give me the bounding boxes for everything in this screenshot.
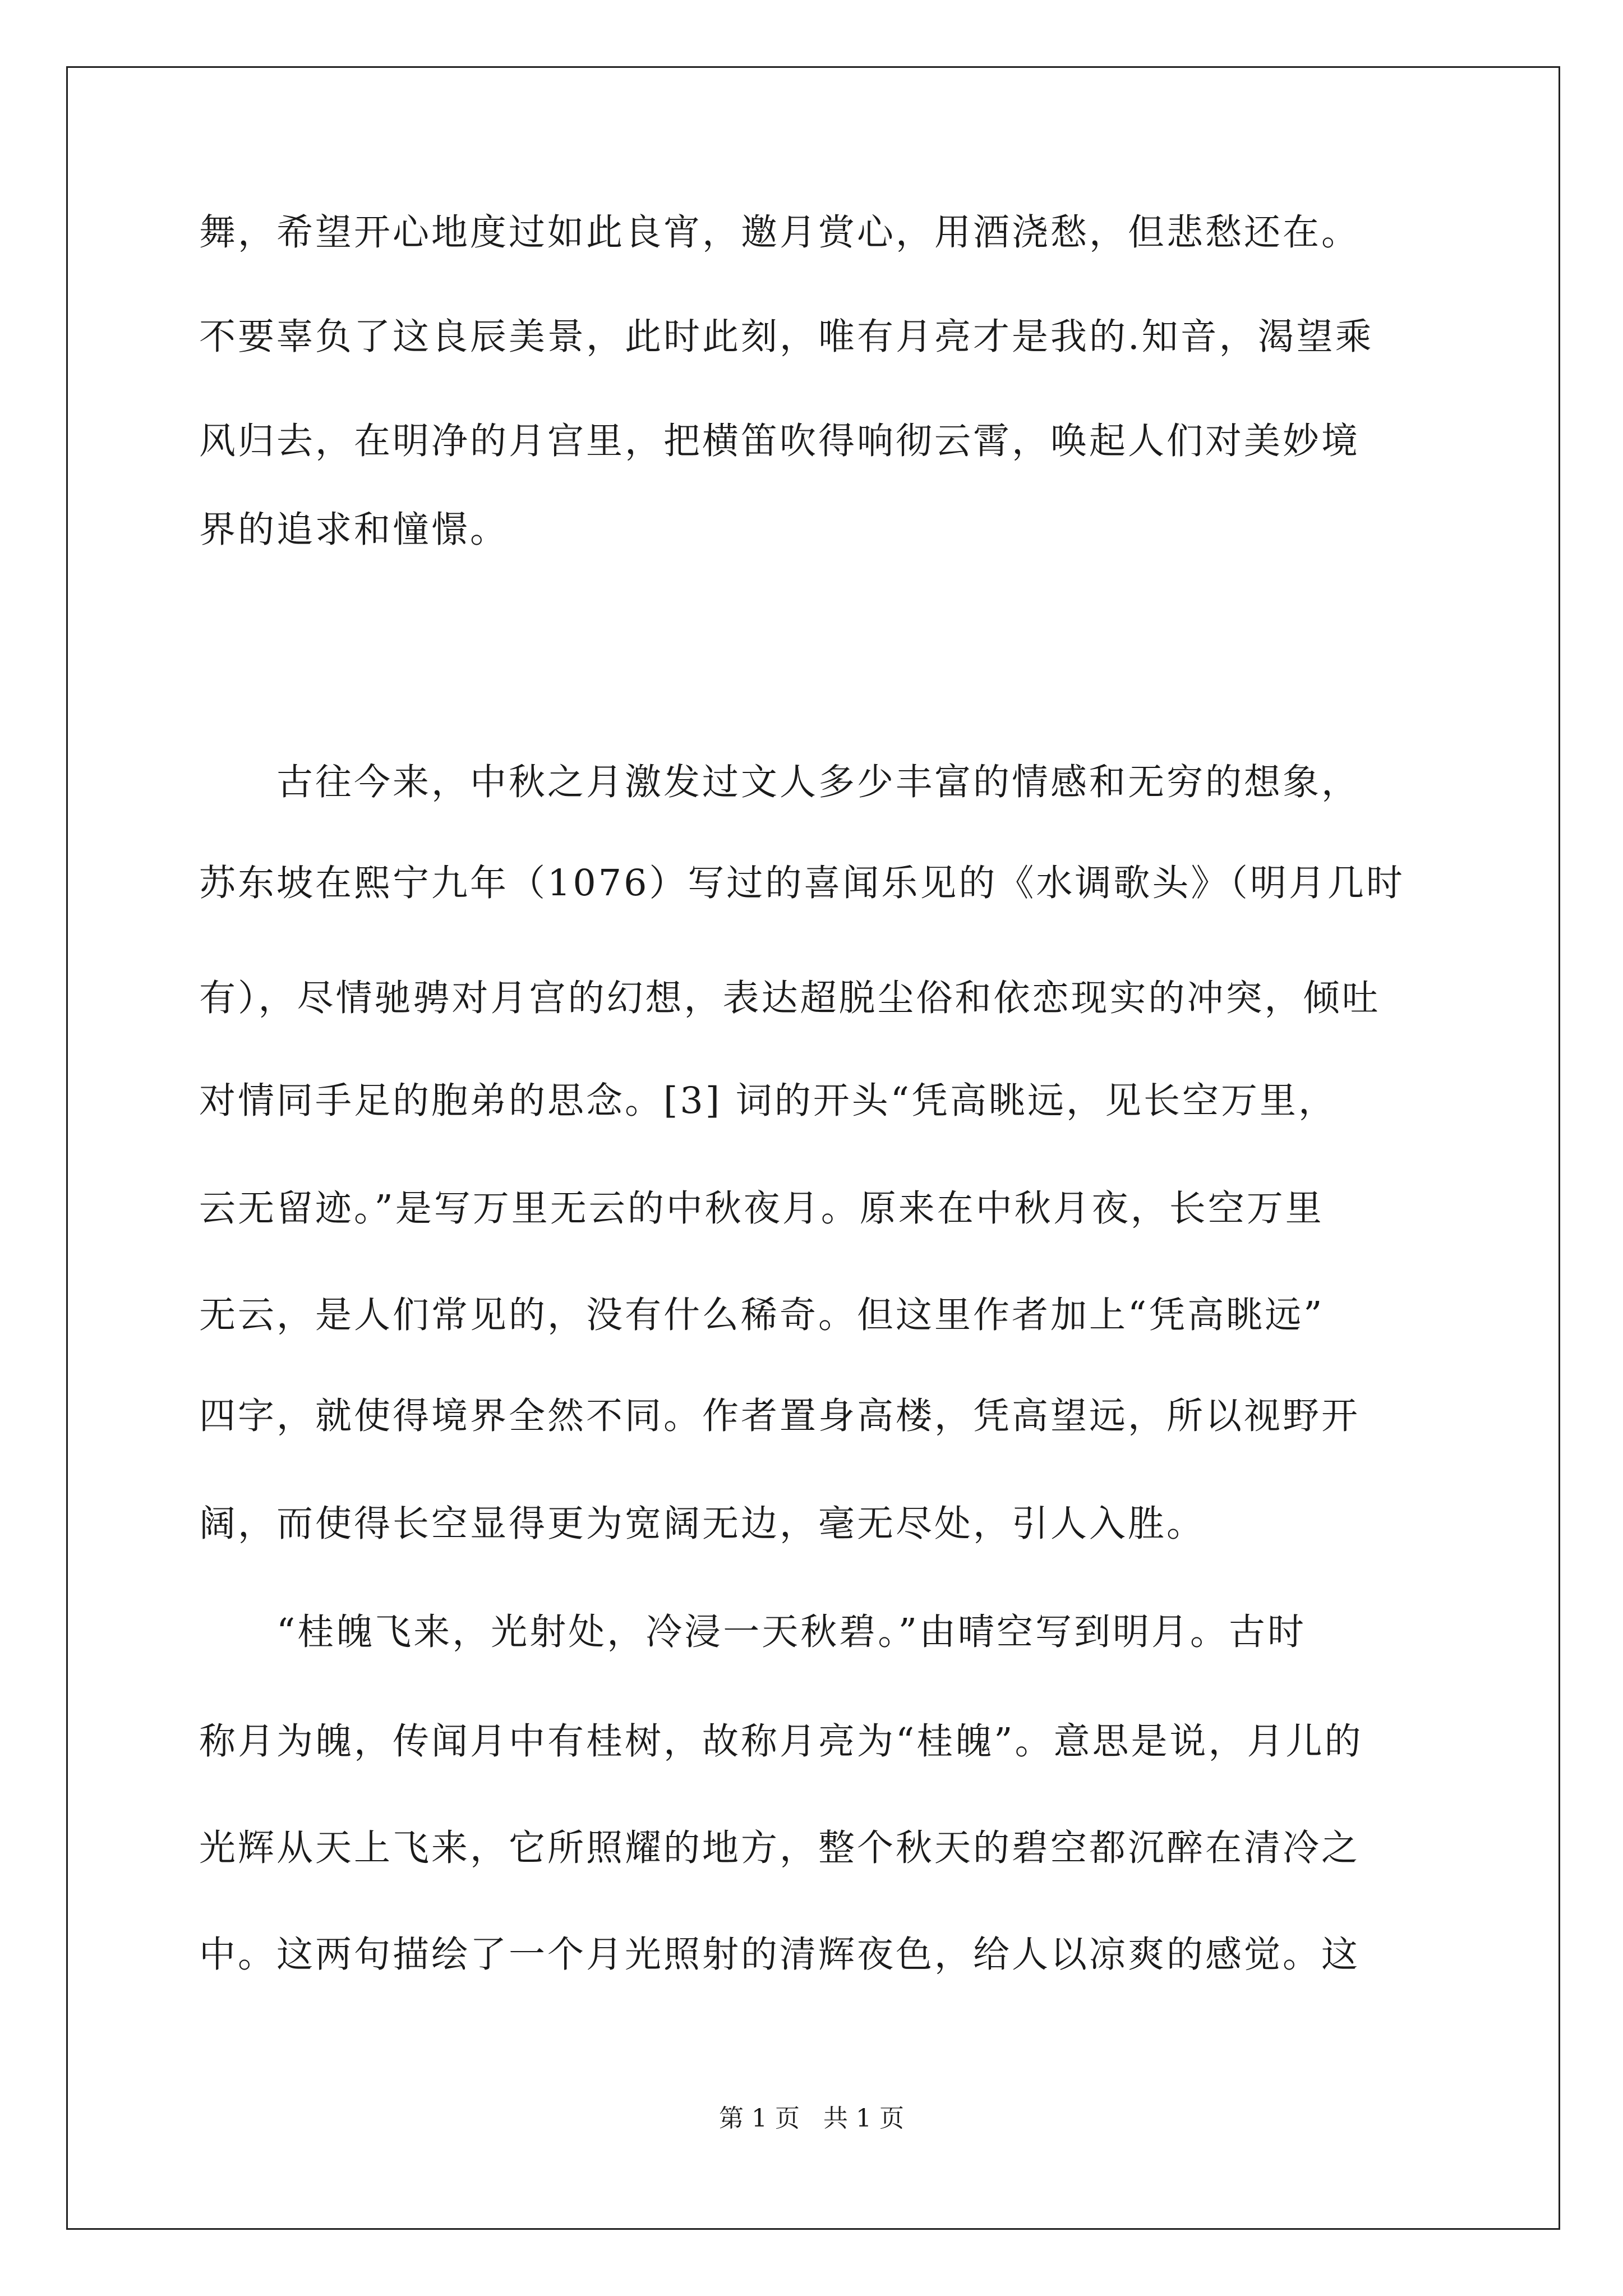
paragraph-line-13: “桂魄飞来，光射处，冷浸一天秋碧。”由晴空写到明月。古时 (199, 1611, 1306, 1653)
paragraph-line-10: 无云，是人们常见的，没有什么稀奇。但这里作者加上“凭高眺远” (199, 1294, 1325, 1336)
paragraph-line-5: 古往今来，中秋之月激发过文人多少丰富的情感和无穷的想象， (199, 761, 1361, 803)
paragraph-line-4: 界的追求和憧憬。 (199, 509, 509, 551)
paragraph-line-1: 舞，希望开心地度过如此良宵，邀月赏心，用酒浇愁，但悲愁还在。 (199, 211, 1361, 254)
page-footer: 第 1 页 共 1 页 (719, 2104, 904, 2133)
paragraph-line-2: 不要辜负了这良辰美景，此时此刻，唯有月亮才是我的.知音，渴望乘 (199, 316, 1374, 358)
paragraph-line-6: 苏东坡在熙宁九年（1076）写过的喜闻乐见的《水调歌头》（明月几时 (199, 862, 1405, 904)
paragraph-line-14: 称月为魄，传闻月中有桂树，故称月亮为“桂魄”。意思是说，月儿的 (199, 1720, 1363, 1763)
paragraph-line-3: 风归去，在明净的月宫里，把横笛吹得响彻云霄，唤起人们对美妙境 (199, 420, 1361, 462)
paragraph-line-8: 对情同手足的胞弟的思念。[3] 词的开头“凭高眺远，见长空万里， (199, 1080, 1337, 1122)
paragraph-line-11: 四字，就使得境界全然不同。作者置身高楼，凭高望远，所以视野开 (199, 1395, 1361, 1437)
paragraph-line-15: 光辉从天上飞来，它所照耀的地方，整个秋天的碧空都沉醉在清冷之 (199, 1827, 1361, 1869)
paragraph-line-7: 有），尽情驰骋对月宫的幻想，表达超脱尘俗和依恋现实的冲突，倾吐 (199, 977, 1381, 1019)
paragraph-line-16: 中。这两句描绘了一个月光照射的清辉夜色，给人以凉爽的感觉。这 (199, 1934, 1361, 1976)
paragraph-line-12: 阔，而使得长空显得更为宽阔无边，毫无尽处，引人入胜。 (199, 1503, 1206, 1545)
paragraph-line-9: 云无留迹。”是写万里无云的中秋夜月。原来在中秋月夜，长空万里 (199, 1188, 1324, 1230)
page-frame (66, 66, 1560, 2230)
